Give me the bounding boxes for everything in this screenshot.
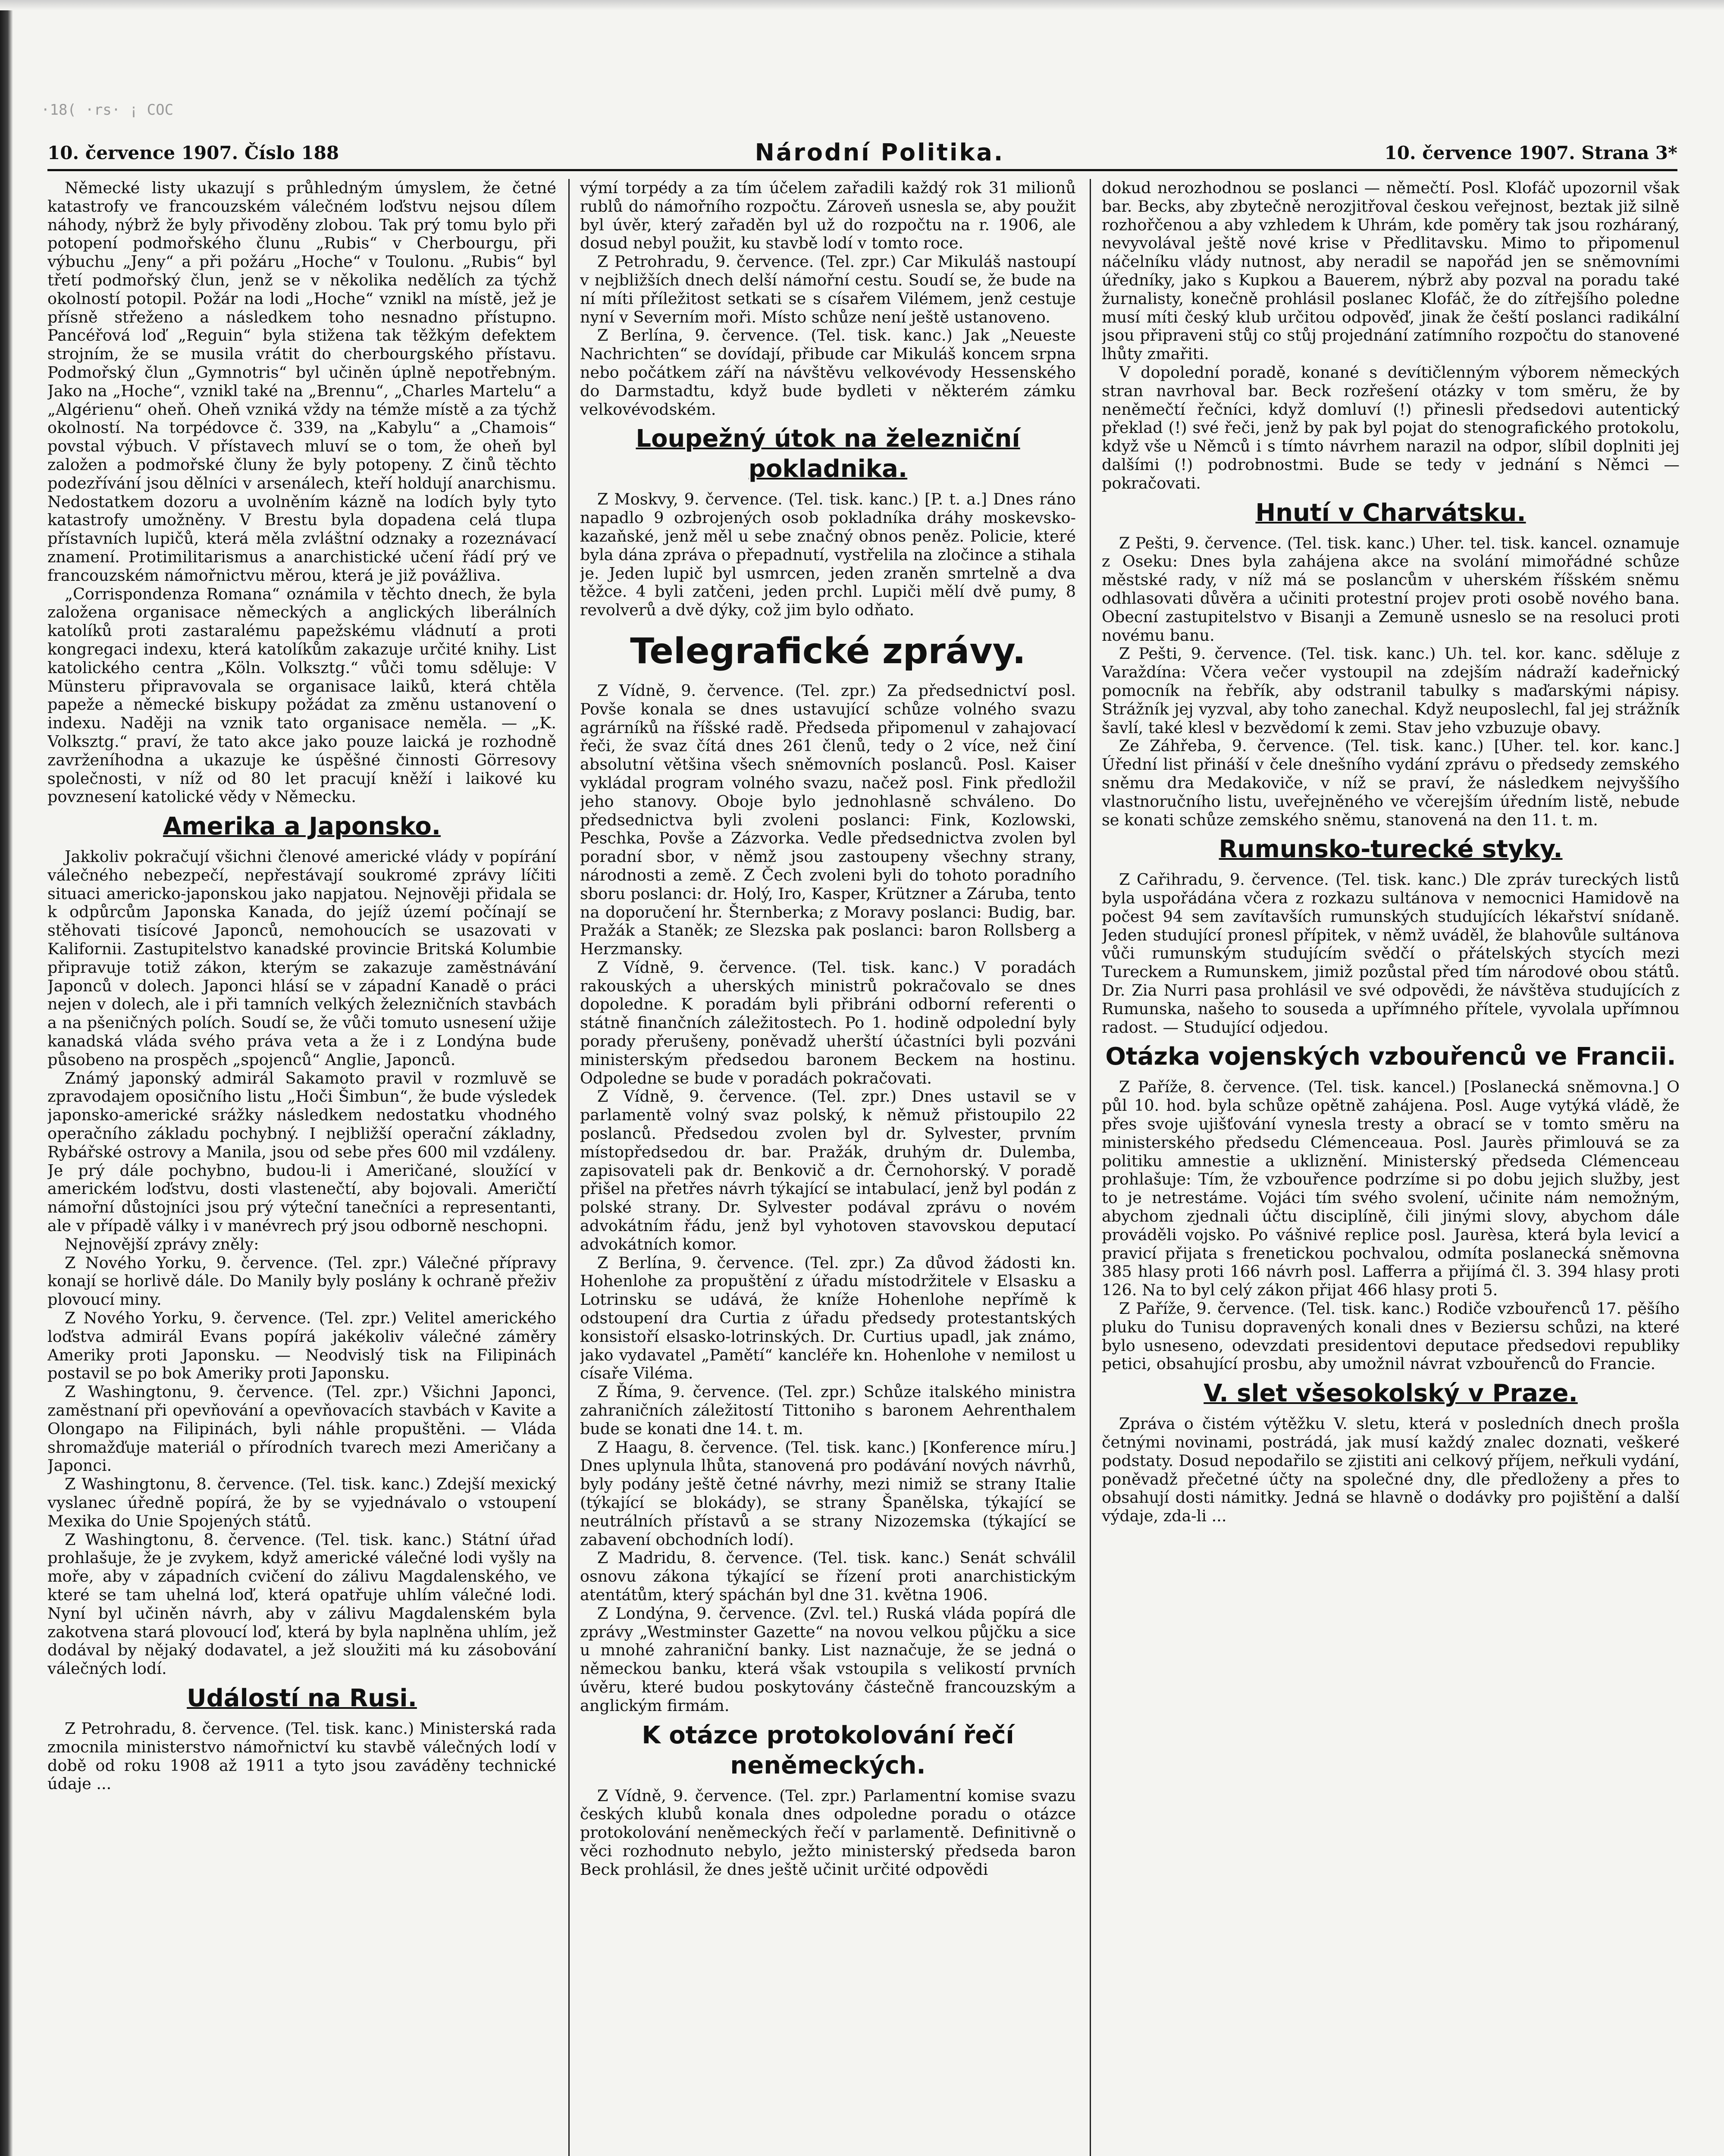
article-paragraph: Z Berlína, 9. července. (Tel. tisk. kanc.) Jak „Neueste Nachrichten“ se dovídají, přibude car Mikuláš koncem srpna nebo počátkem září na návštěvu velkovévody Hessenského do Darmstadtu, když bude bydleti v některém zámku velkovévodském. bbox=[580, 326, 1076, 419]
article-paragraph: Zpráva o čistém výtěžku V. sletu, která v posledních dnech prošla četnými novinami, postrádá, jak musí každý znalec doznati, veškeré podstaty. Dosud nepodařilo se zjistiti ani celkový příjem, neřkuli vydání, poněvadž přečetné účty na společné dny, dle předloženy a přes to obsahují dosti námitky. Jedná se hlavně o dodávky pro pojištění a další výdaje, zda-li ... bbox=[1102, 1414, 1680, 1526]
article-paragraph: Z Nového Yorku, 9. července. (Tel. zpr.) Velitel amerického loďstva admirál Evans popírá jakékoliv válečné záměry Ameriky proti Japonsku. — Neodvislý tisk na Filipinách postavil se po bok Ameriky proti Japonsku. bbox=[47, 1309, 556, 1383]
section-headline: K otázce protokolování řečí neněmeckých. bbox=[642, 1721, 1014, 1780]
article-paragraph: Z Londýna, 9. července. (Zvl. tel.) Ruská vláda popírá dle zprávy „Westminster Gazette“ na novou velkou půjčku a sice u mnohé zahraniční banky. List naznačuje, že se jedná o německou banku, která však vstoupila s velikostí prvních úvěru, které budou poskytovány částečně francouzským a anglickým firmám. bbox=[580, 1604, 1076, 1715]
date-page-number: 10. července 1907. Strana 3* bbox=[1384, 142, 1677, 163]
section-headline: Rumunsko-turecké styky. bbox=[1219, 835, 1563, 864]
article-paragraph: Z Říma, 9. července. (Tel. zpr.) Schůze italského ministra zahraničních záležitostí Tittoniho s baronem Aehrenthalem bude se konati dne 14. t. m. bbox=[580, 1382, 1076, 1438]
section-headline: Telegrafické zprávy. bbox=[630, 630, 1026, 672]
article-paragraph: Německé listy ukazují s průhledným úmyslem, že četné katastrofy ve francouzském válečném loďstvu nejsou dílem náhody, nýbrž že byly přivoděny zlobou. Tak prý tomu bylo při potopení podmořského člunu „Rubis“ v Cherbourgu, při výbuchu „Jeny“ a při požáru „Hoche“ v Toulonu. „Rubis“ byl třetí podmořský člun, jenž se v několika nedělích za týchž okolností potopil. Požár na lodi „Hoche“ vznikl na místě, jež je přísně střeženo a následkem toho nesnadno přístupno. Pancéřová loď „Reguin“ byla stižena tak těžkým defektem strojním, že se musila vrátit do cherbourgského přístavu. Podmořský člun „Gymnotris“ byl učiněn úplně nepotřebným. Jako na „Hoche“, vznikl také na „Brennu“, „Charles Martelu“ a „Algérienu“ oheň. Oheň vzniká vždy na témže místě a za týchž okolností. Na torpédovce č. 339, na „Kabylu“ a „Chamois“ povstal výbuch. V přístavech mluví se o tom, že oheň byl založen a podmořské čluny že byly potopeny. Z činů těchto podezřívání jsou dělníci v arsenálech, kteří holdují anarchismu. Nedostatkem dozoru a uvolněním kázně na lodích byly tyto katastrofy umožněny. V Brestu byla dopadena celá tlupa přístavních lupičů, která měla zvláštní odznaky a rozeznávací znamení. Protimilitarismus a anarchistické učení řádí prý ve francouzském námořnictvu měrou, která je již povážliva. bbox=[47, 179, 556, 585]
article-paragraph: „Corrispondenza Romana“ oznámila v těchto dnech, že byla založena organisace německých a anglických liberálních katolíků proti zastaralému papežskému vládnutí a proti kongregaci indexu, která katolíkům zakazuje určité knihy. List katolického centra „Köln. Volksztg.“ vůči tomu sděluje: V Münsteru připravovala se organisace laiků, která chtěla papeže a německé biskupy požádat za změnu ustanovení o indexu. Naději na vznik tato organisace neměla. — „K. Volksztg.“ praví, že tato akce jako pouze laická je rozhodně zavrženíhodna a ukazuje ke úspěšné činnosti Görresovy společnosti, v níž od 80 let pracují kněží i laikové ku povznesení katolické vědy v Německu. bbox=[47, 584, 556, 806]
article-paragraph: Z Haagu, 8. července. (Tel. tisk. kanc.) [Konference míru.] Dnes uplynula lhůta, stanovená pro podávání nových návrhů, byly podány ještě četné návrhy, mezi nimiž se strany Italie (týkající se blokády), se strany Španělska, týkající se neutrálních přístavů a se strany Nizozemska (týkající se zabavení obchodních lodí). bbox=[580, 1438, 1076, 1549]
section-headline: Otázka vojenských vzbouřenců ve Francii. bbox=[1105, 1043, 1676, 1071]
article-paragraph: Z Washingtonu, 8. července. (Tel. tisk. kanc.) Státní úřad prohlašuje, že je zvykem, když americké válečné lodi vyšly na moře, aby v západních cvičení do zálivu Magdalenského, ve které se tam uhelná loď, která opatřuje uhlím válečné lodi. Nyní byl učiněn návrh, aby v zálivu Magdalenském byla zakotvena stará plovoucí loď, která by byla naplněna uhlím, jež dodával by nějaký dodavatel, a jež sloužiti má ku zásobování válečných lodí. bbox=[47, 1530, 556, 1678]
article-paragraph: Z Nového Yorku, 9. července. (Tel. zpr.) Válečné přípravy konají se horlivě dále. Do Manily byly poslány k ochraně přeživ plovoucí miny. bbox=[47, 1253, 556, 1309]
article-paragraph: Z Petrohradu, 9. července. (Tel. zpr.) Car Mikuláš nastoupí v nejbližších dnech delší námořní cestu. Soudí se, že bude na ní míti příležitost setkati se s císařem Vilémem, jenž cestuje nyní v Severním moři. Místo schůze není ještě ustanoveno. bbox=[580, 252, 1076, 326]
article-paragraph: výmí torpédy a za tím účelem zařadili každý rok 31 milionů rublů do námořního rozpočtu. Zároveň usnesla se, aby použit byl úvěr, který zařaděn byl už do rozpočtu na r. 1906, ale dosud nebyl použit, ku stavbě lodí v tomto roce. bbox=[580, 179, 1076, 253]
section-headline: V. slet všesokolský v Praze. bbox=[1204, 1379, 1578, 1408]
article-paragraph: Z Pešti, 9. července. (Tel. tisk. kanc.) Uher. tel. tisk. kancel. oznamuje z Oseku: Dnes byla zahájena akce na svolání mimořádné schůze městské rady, v níž má se poslancům v uherském říšském sněmu odhlasovati důvěra a učiniti protestní projev proti osobě nového bana. Obecní zastupitelstvo v Bisanji a Zemuně usneslo se na resoluci proti novému banu. bbox=[1102, 533, 1680, 645]
article-paragraph: Z Vídně, 9. července. (Tel. tisk. kanc.) V poradách rakouských a uherských ministrů pokračovalo se dnes dopoledne. K poradám byli přibráni odborní referenti o státně finančních záležitostech. Po 1. hodině odpolední byly porady přerušeny, poněvadž uherští účastníci byli pozváni ministerským předsedou baronem Beckem na hostinu. Odpoledne se bude v poradách pokračovati. bbox=[580, 958, 1076, 1087]
section-headline: Loupežný útok na železniční pokladnika. bbox=[636, 425, 1020, 483]
section-headline: Amerika a Japonsko. bbox=[163, 812, 441, 841]
article-paragraph: Z Vídně, 9. července. (Tel. zpr.) Dnes ustavil se v parlamentě volný svaz polský, k němuž přistoupilo 22 poslanců. Předsedou zvolen byl dr. Sylvester, prvním místopředsedou dr. bar. Pražák, druhým dr. Dulemba, zapisovateli pak dr. Benkovič a dr. Černohorský. V poradě přišel na přetřes návrh týkající se intabulací, jenž byl podán z polské strany. Dr. Sylvester podával zprávu o novém advokátním řádu, jenž byl vyhotoven stavovskou deputací advokátních komor. bbox=[580, 1087, 1076, 1253]
article-paragraph: Z Paříže, 9. července. (Tel. tisk. kanc.) Rodiče vzbouřenců 17. pěšího pluku do Tunisu dopravených konali dnes v Beziersu schůzi, na které bylo usneseno, odevzdati presidentovi deputace předsedovi republiky petici, obsahující prosbu, aby umožnil návrat vzbouřenců do Francie. bbox=[1102, 1299, 1680, 1373]
column-rule bbox=[568, 179, 570, 2156]
issue-date-number: 10. července 1907. Číslo 188 bbox=[47, 142, 339, 163]
article-paragraph: Z Vídně, 9. července. (Tel. zpr.) Parlamentní komise svazu českých klubů konala dnes odpoledne poradu o otázce protokolování neněmeckých řečí v parlamentě. Definitivně o věci rozhodnuto nebylo, ježto ministerský předseda baron Beck prohlásil, že dnes ještě učinit určité odpovědi bbox=[580, 1786, 1076, 1879]
column-rule bbox=[1090, 179, 1091, 2156]
article-paragraph: Z Vídně, 9. července. (Tel. zpr.) Za předsednictví posl. Povše konala se dnes ustavující schůze volného svazu agrárníků na říšské radě. Předseda připomenul v zahajovací řeči, že svaz čítá dnes 261 členů, tedy o 2 více, než činí absolutní většina všech sněmovních poslanců. Posl. Kaiser vykládal program volného svazu, načež posl. Fink předložil jeho stanovy. Oboje bylo jednohlasně schváleno. Do předsednictva byli zvoleni poslanci: Fink, Kozlowski, Peschka, Povše a Zázvorka. Vedle předsednictva zvolen byl poradní sbor, v němž jsou zastoupeny všechny strany, národnosti a země. Z Čech zvoleni byli do tohoto poradního sboru poslanci: dr. Holý, Iro, Kasper, Krützner a Záruba, tento na doporučení hr. Šternberka; z Moravy poslanci: Budig, bar. Pražák a Staněk; ze Slezska pak poslanci: baron Rollsberg a Herzmansky. bbox=[580, 681, 1076, 959]
column-1 bbox=[47, 179, 556, 2156]
newspaper-title: Národní Politika. bbox=[755, 139, 1005, 166]
article-paragraph: Známý japonský admirál Sakamoto pravil v rozmluvě se zpravodajem oposičního listu „Hoči Šimbun“, že bude výsledek japonsko-americké srážky následkem nedostatku vhodného operačního základu pochybný. I nejbližší operační základny, Rybářské ostrovy a Manila, jsou od sebe přes 600 mil vzdáleny. Je prý dále pochybno, budou-li i Američané, sloužící v americkém loďstvu, dosti vlastenečtí, aby bojovali. Američtí námořní důstojníci jsou prý výteční tanečníci a representanti, ale v případě války i v manévrech prý jsou odborně neschopni. bbox=[47, 1069, 556, 1235]
scan-top-edge bbox=[0, 0, 1724, 10]
article-paragraph: V dopolední poradě, konané s devítičlenným výborem německých stran navrhoval bar. Beck rozřešení otázky v tom směru, že by neněmečtí řečníci, když domluví (!) přinesli předsedovi autentický překlad (!) své řeči, jenž by pak byl pojat do stenografického protokolu, když vše u Němců i s tímto návrhem narazil na odpor, slíbil doplniti jej dalšími (!) podrobnostmi. Bude se tedy v jednání s Němci — pokračovati. bbox=[1102, 363, 1680, 492]
section-headline: Hnutí v Charvátsku. bbox=[1255, 498, 1526, 527]
column-3 bbox=[1102, 179, 1680, 2156]
article-paragraph: Z Moskvy, 9. července. (Tel. tisk. kanc.) [P. t. a.] Dnes ráno napadlo 9 ozbrojených osob pokladníka dráhy moskevsko-kazaňské, jenž měl u sebe značný obnos peněz. Policie, které byla dána zpráva o přepadnutí, vystřelila na zločince a stihala je. Jeden lupič byl usmrcen, jeden zraněn smrtelně a dva těžce. 4 byli zatčeni, jeden prchl. Lupiči mělí dvě pumy, 8 revolverů a dvě dýky, což jim bylo odňato. bbox=[580, 490, 1076, 620]
article-paragraph: Ze Záhřeba, 9. července. (Tel. tisk. kanc.) [Uher. tel. kor. kanc.] Úřední list přináší v čele dnešního vydání zprávu o předsedy zemského sněmu dra Medakoviče, v níž se praví, že následkem nejvyššího vlastnoručního listu, uveřejněného ve včerejším úředním listě, nebude se konati schůze zemského sněmu, stanovená na den 11. t. m. bbox=[1102, 736, 1680, 829]
column-2 bbox=[580, 179, 1076, 2156]
article-paragraph: Z Pešti, 9. července. (Tel. tisk. kanc.) Uh. tel. kor. kanc. sděluje z Varaždína: Včera večer vystoupil na zdejším nádraží kadeřnický pomocník na řebřík, aby odstranil tabulky s maďarskými nápisy. Strážník jej vyzval, aby toho zanechal. Když neuposlechl, fal jej strážník šavlí, také klesl v bezvědomí k zemi. Stav jeho vzbuzuje obavy. bbox=[1102, 644, 1680, 737]
article-paragraph: Z Madridu, 8. července. (Tel. tisk. kanc.) Senát schválil osnovu zákona týkající se řízení proti anarchistickým atentátům, který spáchán byl dne 31. května 1906. bbox=[580, 1548, 1076, 1604]
scan-binding-edge bbox=[0, 0, 13, 2156]
article-paragraph: dokud nerozhodnou se poslanci — němečtí. Posl. Klofáč upozornil však bar. Becks, aby zbytečně nerozjitřoval českou veřejnost, beztak již silně rozhořčenou a aby vzhledem k Uhrám, kde poměry tak jsou rozháraný, nevyvolával ještě nové krise v Předlitavsku. Mimo to připomenul náčelníku vlády nutnost, aby neradil se napořád jen se sněmovními úředníky, jako s Kupkou a Bauerem, nýbrž aby pozval na poradu také žurnalisty, konečně prohlásil poslanec Klofáč, že do zítřejšího poledne musí míti český klub určitou odpověď, jinak že čeští poslanci radikální jsou připraveni stůj co stůj projednání zatímního rozpočtu do stanovené lhůty zmařiti. bbox=[1102, 179, 1680, 364]
article-paragraph: Z Petrohradu, 8. července. (Tel. tisk. kanc.) Ministerská rada zmocnila ministerstvo námořnictví ku stavbě válečných lodí v době od roku 1908 až 1911 a tyto jsou zaváděny technické údaje ... bbox=[47, 1719, 556, 1793]
article-paragraph: Z Washingtonu, 9. července. (Tel. zpr.) Všichni Japonci, zaměstnaní při opevňování a opevňovacích stavbách v Kavite a Olongapo na Filipinách, byli náhle propuštěni. — Vláda shromažďuje materiál o přírodních tvarech mezi Američany a Japonci. bbox=[47, 1382, 556, 1475]
article-paragraph: Z Paříže, 8. července. (Tel. tisk. kancel.) [Poslanecká sněmovna.] O půl 10. hod. byla schůze opětně zahájena. Posl. Auge vytýká vládě, že přes svoje ujišťování vynesla tresty a obrací se v tomto směru na ministerského předsedu Clémenceaua. Posl. Jaurès přimlouvá se za politiku amnestie a ukliznění. Ministerský předseda Clémenceau prohlašuje: Tím, že vzbouřence podrzíme si po dobu jejich služby, jest to je netrestáme. Vojáci tím svého svolení, učinite nám nemožným, abychom zjednali účtu disciplíně, čili jinými slovy, abychom dále prováděli vojsko. Po vášnivé replice posl. Jaurèsa, která byla levicí a pravicí přijata s frenetickou pochvalou, odmíta poslanecká sněmovna 385 hlasy proti 166 návrh posl. Lafferra a přijímá čl. 3. 394 hlasy proti 126. Na to byl celý zákon přijat 466 hlasy proti 5. bbox=[1102, 1078, 1680, 1300]
page-header bbox=[47, 139, 1677, 171]
library-stamp: ·18( ·rs· ¡ COC bbox=[41, 101, 174, 119]
article-paragraph: Z Washingtonu, 8. července. (Tel. tisk. kanc.) Zdejší mexický vyslanec úředně popírá, že by se vyjednávalo o vstoupení Mexika do Unie Spojených států. bbox=[47, 1475, 556, 1530]
article-paragraph: Z Cařihradu, 9. července. (Tel. tisk. kanc.) Dle zpráv tureckých listů byla uspořádána včera z rozkazu sultánova v nemocnici Hamidově na počest 94 sem zavítavších rumunských studujících lékařství snídaně. Jeden studující pronesl přípitek, v němž uváděl, že blahovůle sultánova vůči rumunským studujícím svědčí o přátelských stycích mezi Tureckem a Rumunskem, jimiž pozůstal před tím národové obou států. Dr. Zia Nurri pasa prohlásil ve své odpovědi, že návštěva studujících z Rumunska, našeho to souseda a upřímného přítele, vyvolala upřímnou radost. — Studující odjedou. bbox=[1102, 870, 1680, 1037]
article-paragraph: Z Berlína, 9. července. (Tel. zpr.) Za důvod žádosti kn. Hohenlohe za propuštění z úřadu místodržitele v Elsasku a Lotrinsku se udává, že kníže Hohenlohe nepřímě k odstoupení dra Curtia z úřadu předsedy protestantských konsistoří elsasko-lotrinských. Dr. Curtius upadl, jak známo, jako vydavatel „Pamětí“ kancléře kn. Hohenlohe v nemilost u císaře Viléma. bbox=[580, 1253, 1076, 1383]
article-paragraph: Jakkoliv pokračují všichni členové americké vlády v popírání válečného nebezpečí, nepřestávají soukromé zprávy líčiti situaci americko-japonskou jako napjatou. Nejnověji přidala se k odpůrcům Japonska Kanada, do jejíž území počínají se stěhovati tisícové Japonců, nemohoucích se usazovati v Kalifornii. Zastupitelstvo kanadské provincie Britská Kolumbie připravuje totiž zákon, kterým se zakazuje zaměstnávání Japonců v dolech. Japonci hlásí se v západní Kanadě o práci nejen v dolech, ale i při tamních velkých železničních stavbách a na pšeničných polích. Soudí se, že vůči tomuto usnesení užije kanadská vláda svého práva veta a že i z Londýna bude působeno na prospěch „spojenců“ Anglie, Japonců. bbox=[47, 847, 556, 1069]
section-headline: Událostí na Rusi. bbox=[187, 1684, 417, 1712]
article-paragraph: Nejnovější zprávy zněly: bbox=[65, 1235, 259, 1253]
